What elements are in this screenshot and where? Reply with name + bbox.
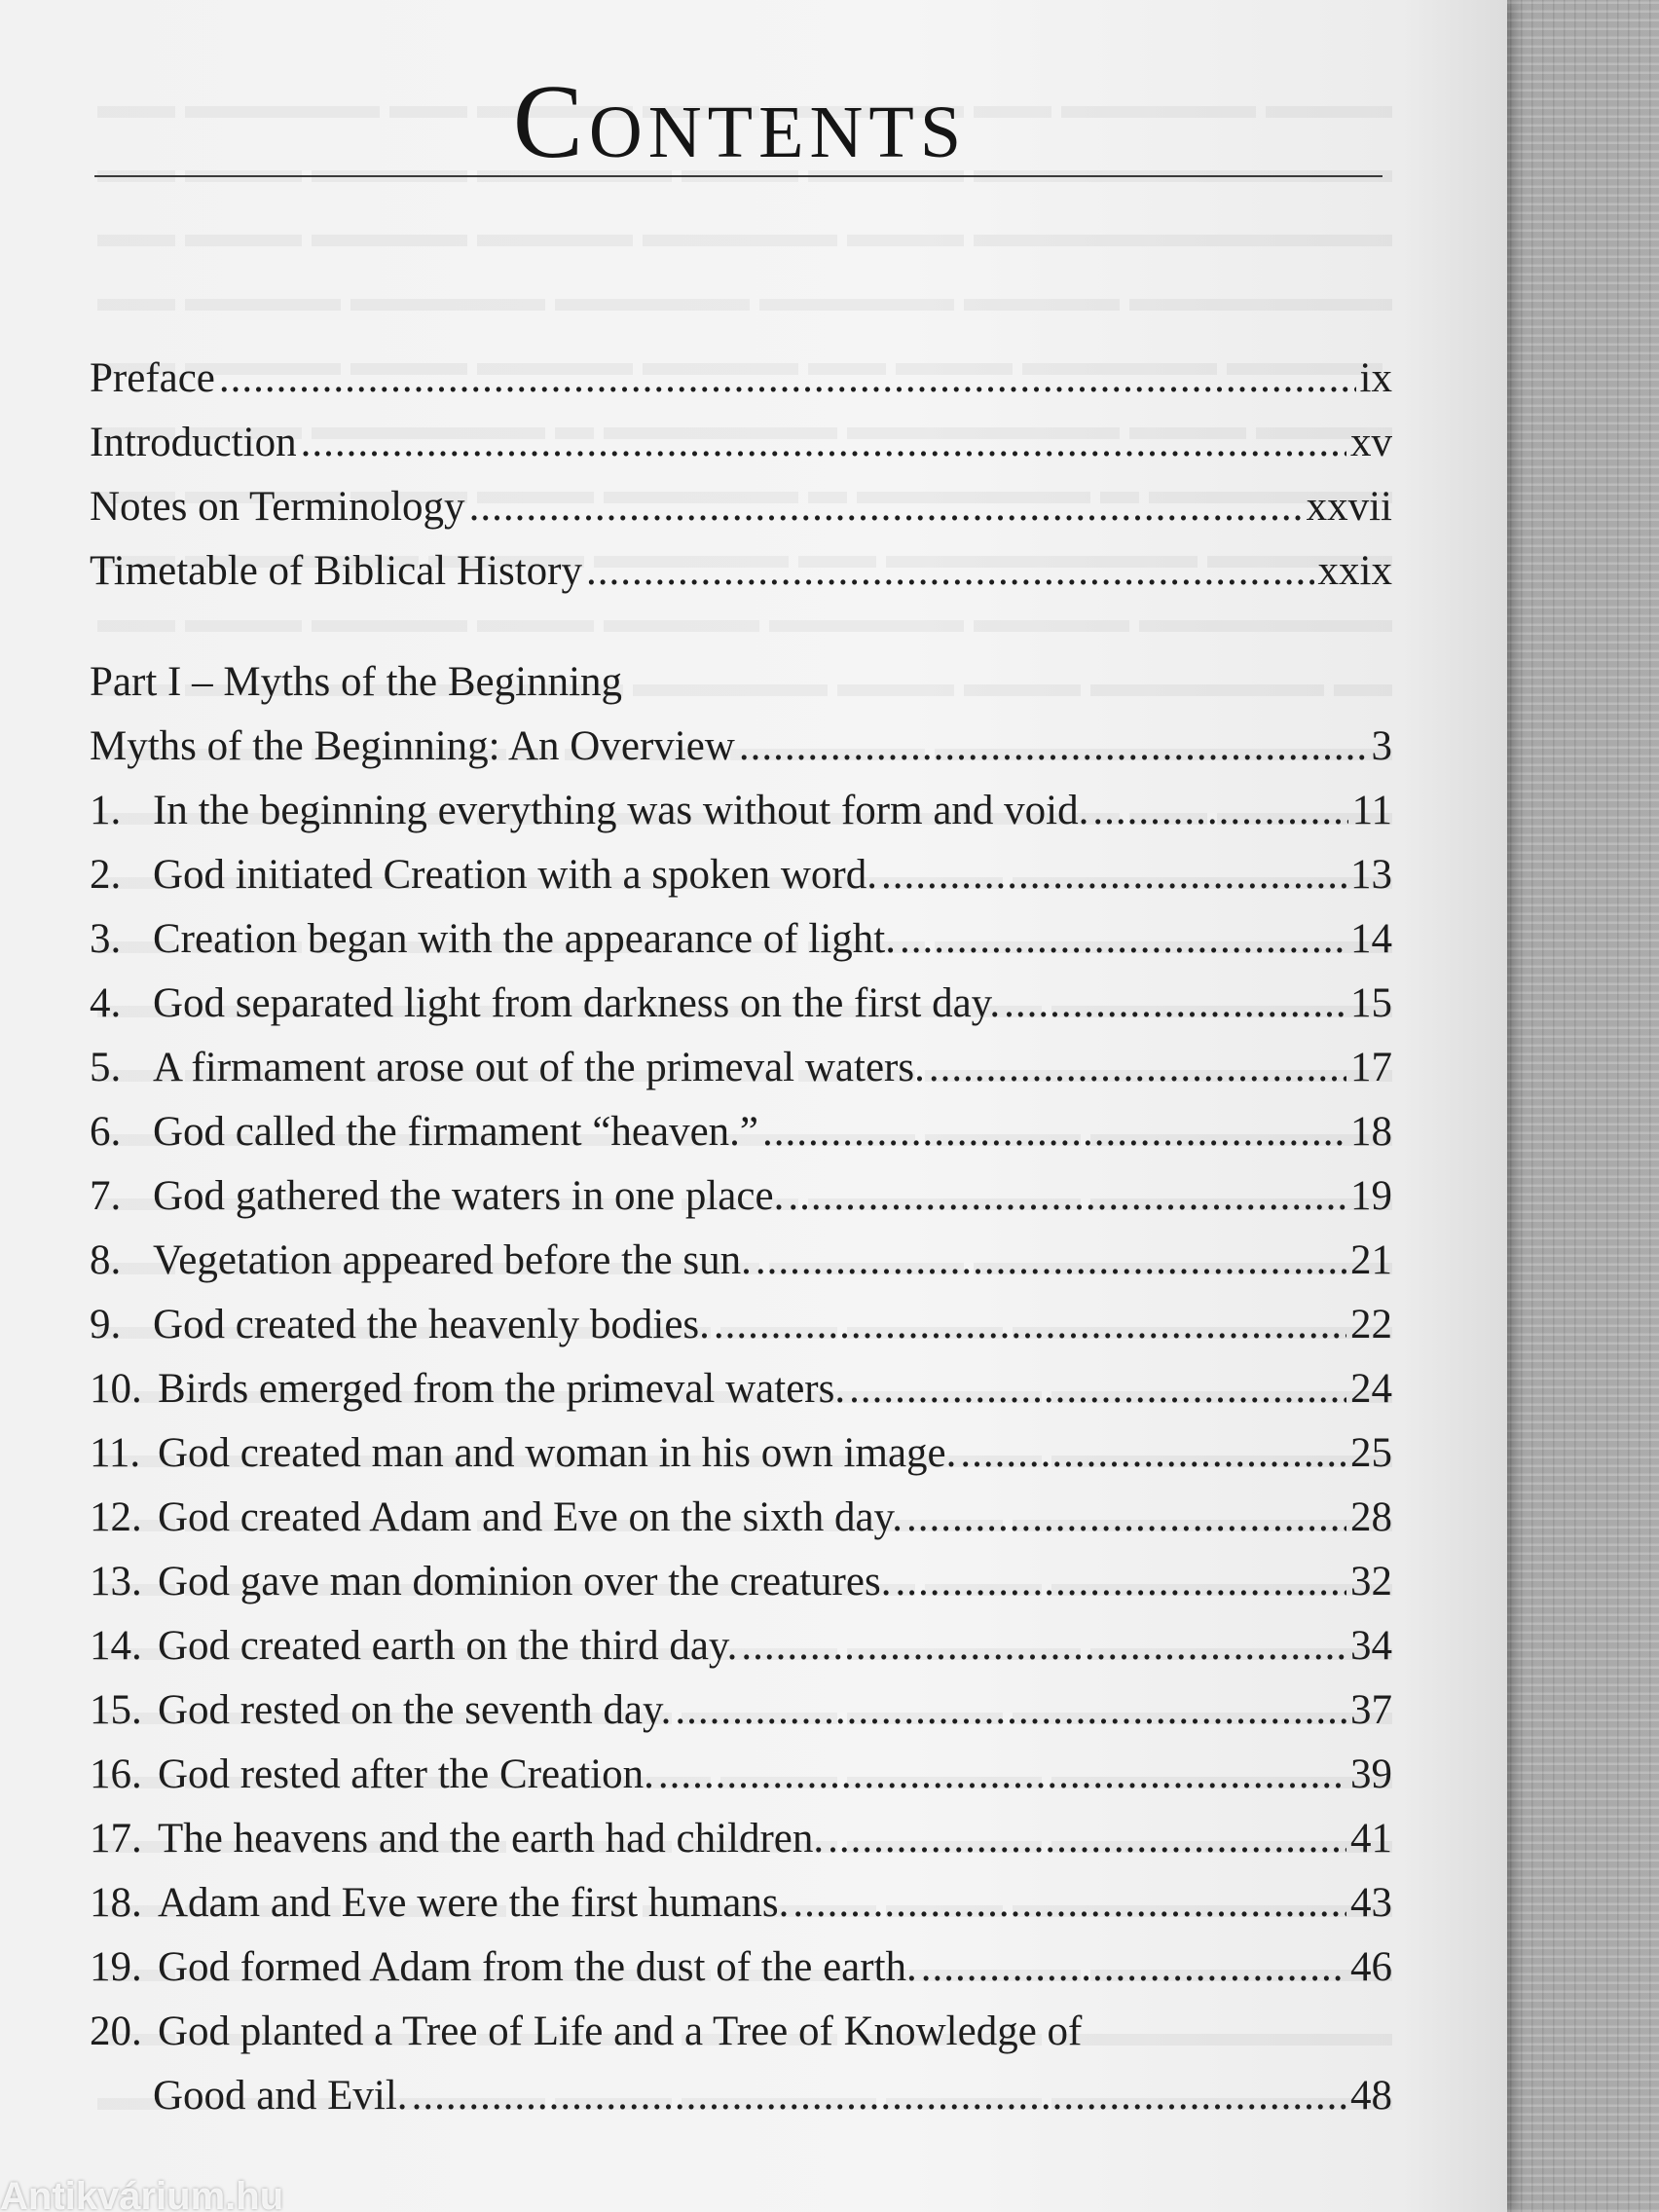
toc-entry[interactable] xyxy=(90,1164,1392,1229)
watermark: Antikvárium.hu xyxy=(0,2175,284,2212)
dot-leader xyxy=(658,1743,1346,1807)
toc-entry-number: 20. xyxy=(90,2009,142,2054)
dot-leader xyxy=(906,1486,1346,1550)
toc-entry-title xyxy=(90,1550,891,1614)
toc-entry-title xyxy=(90,1936,917,2000)
toc-entry-title: Timetable of Biblical History xyxy=(90,548,583,594)
toc-entry-preface[interactable] xyxy=(90,347,1392,411)
toc-entry-overview[interactable] xyxy=(90,715,1392,779)
toc-entry-page: xv xyxy=(1350,420,1392,465)
toc-entry-title xyxy=(90,907,896,972)
toc-entry-number: 19. xyxy=(90,1944,142,1990)
toc-entry-page: 37 xyxy=(1350,1687,1392,1733)
toc-entry-text: God called the firmament “heaven.” xyxy=(153,1109,759,1155)
toc-entry-title xyxy=(90,843,877,907)
toc-entry-20-line1[interactable] xyxy=(90,2000,1392,2064)
toc-entry-number: 9. xyxy=(90,1302,122,1347)
toc-entry-page: 13 xyxy=(1350,852,1392,898)
dot-leader xyxy=(739,715,1368,779)
toc-entry-number: 1. xyxy=(90,788,122,833)
toc-entry[interactable] xyxy=(90,843,1392,907)
dot-leader xyxy=(900,907,1346,972)
dot-leader xyxy=(586,539,1314,604)
dot-leader xyxy=(714,1293,1346,1357)
toc-entry-number: 8. xyxy=(90,1237,122,1283)
toc-entry-page: 24 xyxy=(1350,1366,1392,1412)
toc-entry-number: 4. xyxy=(90,980,122,1026)
toc-entry-text: Birds emerged from the primeval waters. xyxy=(158,1366,846,1412)
toc-entry[interactable] xyxy=(90,1293,1392,1357)
toc-entry-title: Good and Evil. xyxy=(153,2073,408,2119)
toc-entry-text: God created earth on the third day. xyxy=(158,1623,738,1669)
toc-entry-number: 2. xyxy=(90,852,122,898)
toc-entry-title xyxy=(90,972,1000,1036)
toc-entry-number: 5. xyxy=(90,1045,122,1090)
toc-entry-text: God gathered the waters in one place. xyxy=(153,1173,785,1219)
toc-entry-introduction[interactable] xyxy=(90,411,1392,475)
toc-entry[interactable] xyxy=(90,1936,1392,2000)
toc-entry-text: God created man and woman in his own image. xyxy=(158,1430,957,1476)
toc-entry-notes-on-terminology[interactable] xyxy=(90,475,1392,539)
toc-entry-text: God separated light from darkness on the first day. xyxy=(153,980,1001,1026)
toc-entry-title: Preface xyxy=(90,355,215,401)
dot-leader xyxy=(412,2064,1346,2128)
dot-leader xyxy=(675,1678,1346,1743)
toc-entry-number: 18. xyxy=(90,1880,142,1926)
toc-entry[interactable] xyxy=(90,1807,1392,1871)
toc-entry-page: 48 xyxy=(1350,2073,1392,2119)
toc-entry-number: 6. xyxy=(90,1109,122,1155)
dot-leader xyxy=(849,1357,1346,1421)
toc-entry-number: 13. xyxy=(90,1559,142,1604)
page-title: Contents xyxy=(512,64,968,180)
toc-entry-page: 3 xyxy=(1371,723,1392,769)
toc-entry-title xyxy=(90,1421,956,1486)
toc-entry-20-line2[interactable] xyxy=(90,2064,1392,2128)
toc-entry[interactable] xyxy=(90,1100,1392,1164)
toc-entry-page: 22 xyxy=(1350,1302,1392,1347)
toc-entry[interactable] xyxy=(90,1550,1392,1614)
toc-entry-text: God created the heavenly bodies. xyxy=(153,1302,710,1347)
toc-entry-page: ix xyxy=(1359,355,1392,401)
part-heading: Part I – Myths of the Beginning xyxy=(90,659,623,705)
toc-entry-number: 7. xyxy=(90,1173,122,1219)
toc-entry-number: 12. xyxy=(90,1494,142,1540)
toc-entry-text: God initiated Creation with a spoken word. xyxy=(153,852,877,898)
toc-entry[interactable] xyxy=(90,1871,1392,1936)
toc-entry[interactable] xyxy=(90,1229,1392,1293)
toc-entry-title xyxy=(90,1357,845,1421)
dot-leader xyxy=(828,1807,1346,1871)
toc-entry-number: 10. xyxy=(90,1366,142,1412)
toc-entry-text: The heavens and the earth had children. xyxy=(158,1816,825,1862)
toc-entry-page: 41 xyxy=(1350,1816,1392,1862)
toc-entry-page: 43 xyxy=(1350,1880,1392,1926)
toc-entry-number: 15. xyxy=(90,1687,142,1733)
dot-leader xyxy=(881,843,1346,907)
section-gap xyxy=(90,604,1392,650)
toc-entry[interactable] xyxy=(90,1036,1392,1100)
dot-leader xyxy=(1004,972,1346,1036)
toc-entry-page: 14 xyxy=(1350,916,1392,962)
dot-leader xyxy=(960,1421,1346,1486)
toc-entry-page: xxvii xyxy=(1306,484,1392,530)
toc-entry-timetable[interactable] xyxy=(90,539,1392,604)
dot-leader xyxy=(788,1164,1346,1229)
toc-entry-page: 28 xyxy=(1350,1494,1392,1540)
table-of-contents xyxy=(90,347,1392,2128)
dot-leader xyxy=(469,475,1303,539)
dot-leader xyxy=(301,411,1346,475)
toc-entry-page: 19 xyxy=(1350,1173,1392,1219)
toc-entry[interactable] xyxy=(90,1357,1392,1421)
toc-entry-page: 17 xyxy=(1350,1045,1392,1090)
toc-entry-page: 25 xyxy=(1350,1430,1392,1476)
toc-entry-title xyxy=(90,1100,758,1164)
dot-leader xyxy=(219,347,1356,411)
toc-entry-text: God gave man dominion over the creatures. xyxy=(158,1559,892,1604)
toc-entry[interactable] xyxy=(90,1486,1392,1550)
toc-entry-page: 34 xyxy=(1350,1623,1392,1669)
toc-entry-title: Introduction xyxy=(90,420,297,465)
toc-entry-page: 15 xyxy=(1350,980,1392,1026)
toc-entry-title xyxy=(90,1614,737,1678)
toc-entry[interactable] xyxy=(90,1743,1392,1807)
dot-leader xyxy=(762,1100,1346,1164)
toc-entry-title xyxy=(90,1164,784,1229)
toc-entry-page: 21 xyxy=(1350,1237,1392,1283)
toc-entry-page: 11 xyxy=(1351,788,1392,833)
dot-leader xyxy=(1092,779,1347,843)
toc-entry-text: A firmament arose out of the primeval waters. xyxy=(153,1045,925,1090)
toc-entry-page: xxix xyxy=(1317,548,1392,594)
toc-entry-title: Myths of the Beginning: An Overview xyxy=(90,723,735,769)
toc-entry-title xyxy=(90,1486,903,1550)
toc-entry-page: 18 xyxy=(1350,1109,1392,1155)
toc-entry-number: 16. xyxy=(90,1751,142,1797)
toc-entry-title xyxy=(90,1678,671,1743)
toc-entry-title xyxy=(90,1036,925,1100)
toc-entry-title: Notes on Terminology xyxy=(90,484,465,530)
toc-entry-number: 11. xyxy=(90,1430,141,1476)
toc-entry-number: 14. xyxy=(90,1623,142,1669)
toc-entry[interactable] xyxy=(90,1614,1392,1678)
toc-entry-page: 46 xyxy=(1350,1944,1392,1990)
toc-entry-text: Vegetation appeared before the sun. xyxy=(153,1237,752,1283)
toc-entry-text: Creation began with the appearance of light. xyxy=(153,916,896,962)
title-rule xyxy=(94,175,1382,177)
toc-entry[interactable] xyxy=(90,1421,1392,1486)
toc-entry-title xyxy=(90,779,1088,843)
wooden-surface xyxy=(1499,0,1659,2212)
dot-leader xyxy=(921,1936,1346,2000)
toc-entry-text: God planted a Tree of Life and a Tree of Knowledge of xyxy=(158,2009,1083,2054)
toc-entry-number: 17. xyxy=(90,1816,142,1862)
dot-leader xyxy=(741,1614,1346,1678)
toc-entry[interactable] xyxy=(90,972,1392,1036)
toc-entry-page: 39 xyxy=(1350,1751,1392,1797)
toc-entry-text: God rested on the seventh day. xyxy=(158,1687,672,1733)
toc-entry-title xyxy=(90,1807,824,1871)
toc-entry-page: 32 xyxy=(1350,1559,1392,1604)
toc-entry-title xyxy=(90,1293,710,1357)
toc-entry[interactable] xyxy=(90,779,1392,843)
dot-leader xyxy=(756,1229,1346,1293)
toc-entry-title xyxy=(90,1743,654,1807)
toc-entry-title xyxy=(90,1229,752,1293)
dot-leader xyxy=(895,1550,1346,1614)
toc-entry[interactable] xyxy=(90,907,1392,972)
toc-entry-text: In the beginning everything was without form and void. xyxy=(153,788,1089,833)
toc-entry-title xyxy=(90,1871,789,1936)
toc-entry-text: God formed Adam from the dust of the earth. xyxy=(158,1944,917,1990)
dot-leader xyxy=(929,1036,1346,1100)
toc-entry-number: 3. xyxy=(90,916,122,962)
toc-entry-text: God created Adam and Eve on the sixth day. xyxy=(158,1494,903,1540)
toc-entry-text: Adam and Eve were the first humans. xyxy=(158,1880,790,1926)
dot-leader xyxy=(793,1871,1346,1936)
toc-entry[interactable] xyxy=(90,1678,1392,1743)
toc-entry-text: God rested after the Creation. xyxy=(158,1751,654,1797)
